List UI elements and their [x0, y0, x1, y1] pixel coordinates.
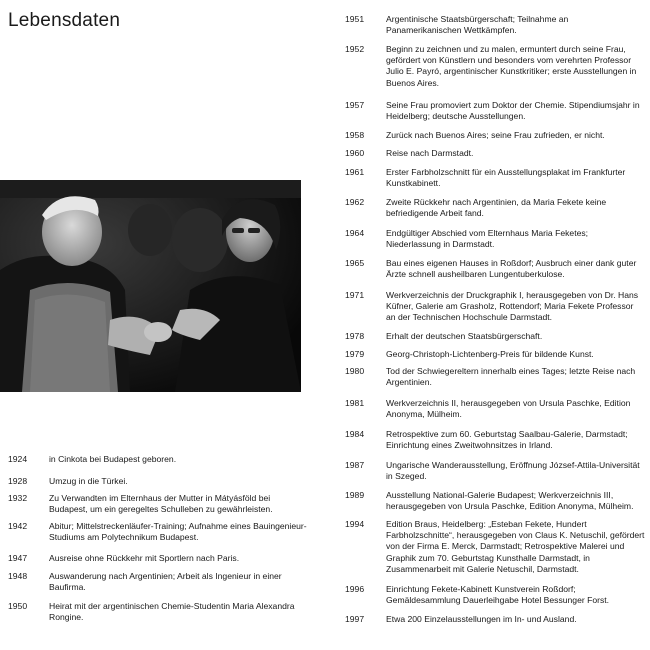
- entry-year: 1957: [345, 100, 365, 110]
- entry-text: Umzug in die Türkei.: [49, 476, 128, 486]
- timeline-entry: [345, 349, 645, 360]
- entry-text: Abitur; Mittelstreckenläufer-Training; Aufnahme eines Bauingenieur-Studiums am Polytechnikum Budapest.: [49, 521, 307, 543]
- entry-year: 1989: [345, 490, 365, 500]
- entry-text: Etwa 200 Einzelausstellungen im In- und Ausland.: [386, 614, 577, 624]
- entry-year: 1984: [345, 429, 365, 439]
- entry-text: Erhalt der deutschen Staatsbürgerschaft.: [386, 331, 543, 341]
- entry-year: 1965: [345, 258, 365, 268]
- timeline-entry: [345, 167, 645, 189]
- entry-text: Zweite Rückkehr nach Argentinien, da Maria Fekete keine befriedigende Arbeit fand.: [386, 197, 607, 219]
- entry-year: 1978: [345, 331, 365, 341]
- entry-text: Erster Farbholzschnitt für ein Ausstellungsplakat im Frankfurter Kunstkabinett.: [386, 167, 626, 189]
- entry-year: 1979: [345, 349, 365, 359]
- entry-year: 1971: [345, 290, 365, 300]
- entry-year: 1994: [345, 519, 365, 529]
- entry-text: Auswanderung nach Argentinien; Arbeit als Ingenieur in einer Baufirma.: [49, 571, 282, 593]
- entry-text: Edition Braus, Heidelberg: „Esteban Fekete, Hundert Farbholzschnitte“, herausgegeben von Claus K. Netuschil, gefördert von der Firma E. Merck, Darmstadt; Retrospektive Malerei und Graphik zum 70. Geburtstag Kunsthalle Darmstadt, in Zusammenarbeit mit Galerie Netuschil, Darmstadt.: [386, 519, 645, 574]
- timeline-entry: [345, 460, 645, 482]
- entry-text: Bau eines eigenen Hauses in Roßdorf; Ausbruch einer dank guter Ärzte schnell ausheilbaren Lungentuberkulose.: [386, 258, 637, 280]
- entry-year: 1928: [8, 476, 28, 486]
- timeline-entry: [8, 601, 308, 623]
- entry-year: 1947: [8, 553, 28, 563]
- timeline-entry: [345, 429, 645, 451]
- entry-text: Ausstellung National-Galerie Budapest; Werkverzeichnis III, herausgegeben von Ursula Paschke, Edition Anonyma, Mülheim.: [386, 490, 634, 512]
- timeline-entry: [345, 258, 645, 280]
- photograph: [0, 180, 301, 392]
- entry-text: Zu Verwandten im Elternhaus der Mutter in Mátyásföld bei Budapest, um ein geregeltes Schulleben zu gewährleisten.: [49, 493, 273, 515]
- entry-year: 1951: [345, 14, 365, 24]
- timeline-entry: [345, 331, 645, 342]
- entry-text: Endgültiger Abschied vom Elternhaus Maria Feketes; Niederlassung in Darmstadt.: [386, 228, 589, 250]
- page-title: Lebensdaten: [8, 10, 121, 31]
- entry-text: Heirat mit der argentinischen Chemie-Studentin Maria Alexandra Rongine.: [49, 601, 295, 623]
- entry-year: 1981: [345, 398, 365, 408]
- entry-year: 1987: [345, 460, 365, 470]
- entry-year: 1958: [345, 130, 365, 140]
- entry-text: in Cinkota bei Budapest geboren.: [49, 454, 177, 464]
- timeline-entry: [8, 493, 308, 515]
- timeline-entry: [8, 476, 308, 487]
- timeline-entry: [8, 521, 308, 543]
- entry-text: Zurück nach Buenos Aires; seine Frau zufrieden, er nicht.: [386, 130, 605, 140]
- timeline-entry: [345, 366, 645, 388]
- timeline-entry: [8, 454, 308, 465]
- timeline-entry: [345, 100, 645, 122]
- timeline-entry: [345, 14, 645, 36]
- entry-year: 1932: [8, 493, 28, 503]
- entry-year: 1952: [345, 44, 365, 54]
- entry-text: Ungarische Wanderausstellung, Eröffnung József-Attila-Universität in Szeged.: [386, 460, 640, 482]
- timeline-entry: [345, 197, 645, 219]
- entry-year: 1997: [345, 614, 365, 624]
- timeline-entry: [345, 584, 645, 606]
- entry-text: Reise nach Darmstadt.: [386, 148, 474, 158]
- entry-text: Georg-Christoph-Lichtenberg-Preis für bildende Kunst.: [386, 349, 594, 359]
- entry-year: 1924: [8, 454, 28, 464]
- entry-text: Argentinische Staatsbürgerschaft; Teilnahme an Panamerikanischen Wettkämpfen.: [386, 14, 569, 36]
- timeline-entry: [8, 553, 308, 564]
- entry-year: 1964: [345, 228, 365, 238]
- entry-text: Retrospektive zum 60. Geburtstag Saalbau-Galerie, Darmstadt; Einrichtung eines Zweitwohnsitzes in Irland.: [386, 429, 628, 451]
- timeline-entry: [345, 148, 645, 159]
- entry-year: 1942: [8, 521, 28, 531]
- entry-year: 1948: [8, 571, 28, 581]
- entry-year: 1980: [345, 366, 365, 376]
- entry-year: 1961: [345, 167, 365, 177]
- entry-text: Werkverzeichnis der Druckgraphik I, herausgegeben von Dr. Hans Küfner, Galerie am Grasholz, Rottendorf; Maria Fekete Professor an der Technischen Hochschule Darmstadt.: [386, 290, 639, 323]
- timeline-entry: [8, 571, 308, 593]
- entry-text: Tod der Schwiegereltern innerhalb eines Tages; letzte Reise nach Argentinien.: [386, 366, 636, 388]
- timeline-entry: [345, 490, 645, 512]
- timeline-entry: [345, 44, 645, 89]
- entry-year: 1950: [8, 601, 28, 611]
- entry-year: 1962: [345, 197, 365, 207]
- timeline-entry: [345, 614, 645, 625]
- timeline-entry: [345, 290, 645, 324]
- entry-text: Einrichtung Fekete-Kabinett Kunstverein Roßdorf; Gemäldesammlung Dauerleihgabe Hotel Bessunger Forst.: [386, 584, 610, 606]
- entry-text: Seine Frau promoviert zum Doktor der Chemie. Stipendiumsjahr in Heidelberg; deutsche Ausstellungen.: [386, 100, 640, 122]
- timeline-entry: [345, 398, 645, 420]
- entry-text: Ausreise ohne Rückkehr mit Sportlern nach Paris.: [49, 553, 240, 563]
- timeline-entry: [345, 228, 645, 250]
- timeline-entry: [345, 130, 645, 141]
- timeline-entry: [345, 519, 645, 575]
- entry-year: 1960: [345, 148, 365, 158]
- entry-text: Beginn zu zeichnen und zu malen, ermuntert durch seine Frau, gefördert von Künstlern und besonders vom verehrten Professor Julio E. Payró, argentinischer Kunstkritiker; erste Ausstellungen in Buenos Aires.: [386, 44, 637, 88]
- entry-text: Werkverzeichnis II, herausgegeben von Ursula Paschke, Edition Anonyma, Mülheim.: [386, 398, 631, 420]
- entry-year: 1996: [345, 584, 365, 594]
